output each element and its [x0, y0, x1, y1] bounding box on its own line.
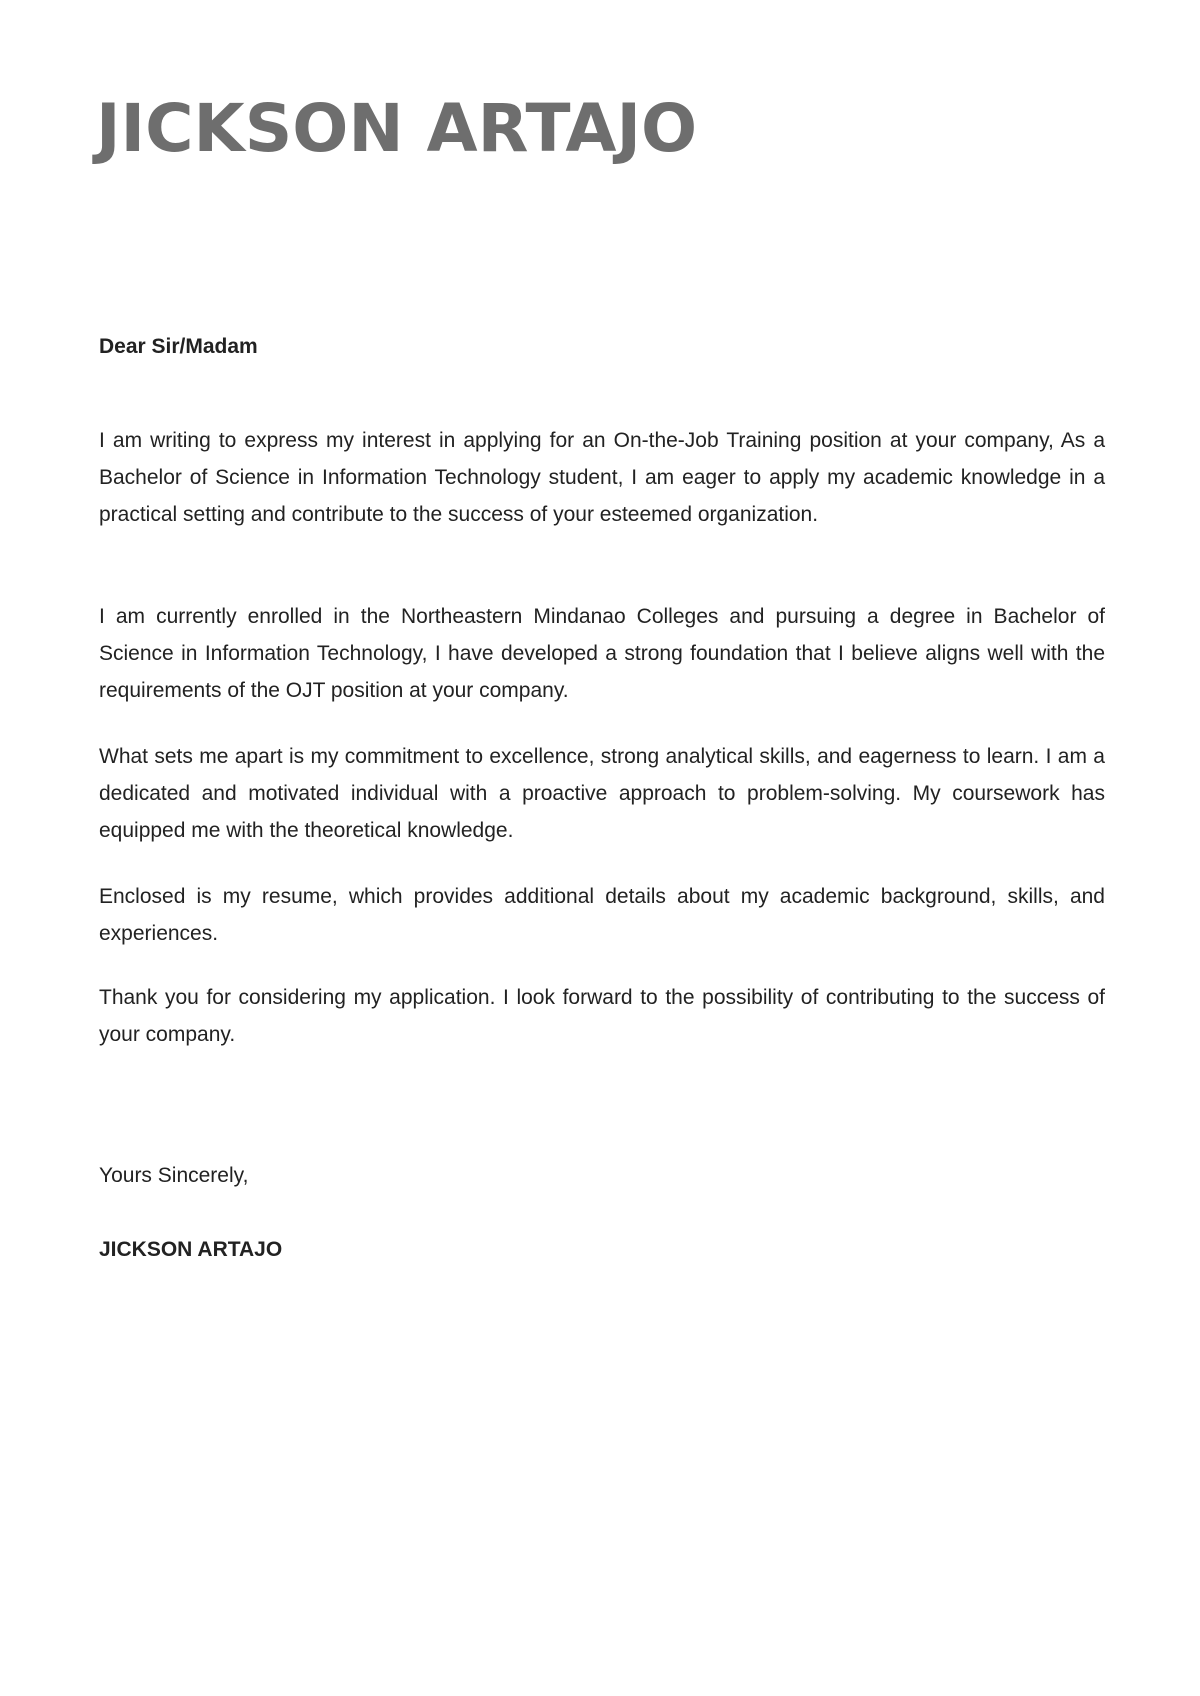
letter-paragraph-qualities: What sets me apart is my commitment to excellence, strong analytical skills, and eagerness to learn. I am a dedicated and motivated individual with a proactive approach to problem-solving. My coursework has equipped me with the theoretical knowledge. [99, 745, 1105, 842]
letter-closing: Yours Sincerely, [99, 1164, 249, 1187]
signature-name: JICKSON ARTAJO [99, 1238, 283, 1261]
letter-paragraph-education: I am currently enrolled in the Northeastern Mindanao Colleges and pursuing a degree in Bachelor of Science in Information Technology, I have developed a strong foundation that I believe aligns well with the requirements of the OJT position at your company. [99, 605, 1105, 702]
letter-paragraph-intro: I am writing to express my interest in applying for an On-the-Job Training position at your company, As a Bachelor of Science in Information Technology student, I am eager to apply my academic knowledge in a practical setting and contribute to the success of your esteemed organization. [99, 429, 1105, 526]
applicant-name-heading: JICKSON ARTAJO [96, 90, 698, 167]
letter-paragraph-thanks: Thank you for considering my application. I look forward to the possibility of contributing to the success of your company. [99, 986, 1105, 1046]
letter-paragraph-enclosure: Enclosed is my resume, which provides additional details about my academic background, skills, and experiences. [99, 885, 1105, 945]
letter-greeting: Dear Sir/Madam [99, 335, 258, 358]
